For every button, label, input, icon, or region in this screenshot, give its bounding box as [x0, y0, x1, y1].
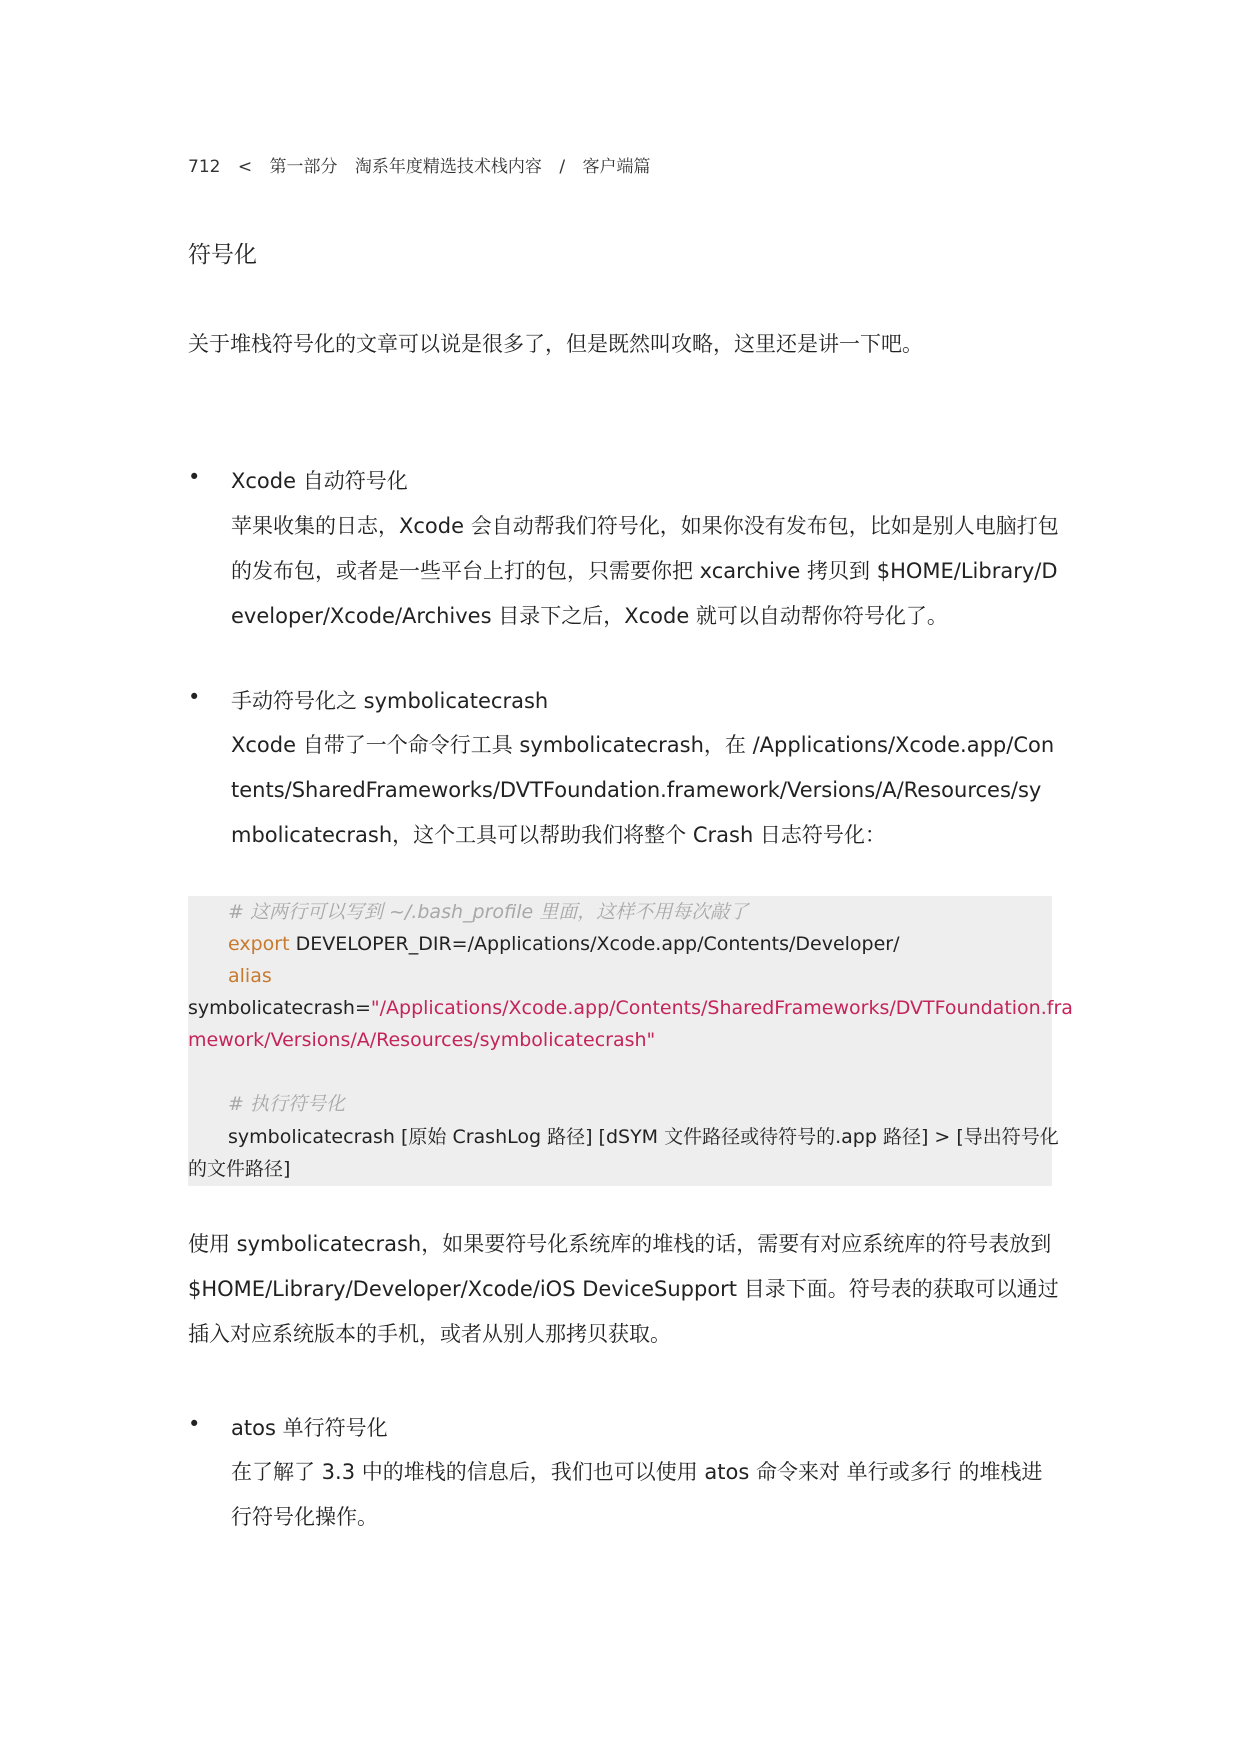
- bullet-title: Xcode 自动符号化: [231, 469, 408, 493]
- code-keyword: export: [228, 933, 290, 955]
- header-separator: <: [237, 157, 253, 177]
- intro-paragraph: 关于堆栈符号化的文章可以说是很多了，但是既然叫攻略，这里还是讲一下吧。: [188, 332, 923, 356]
- bullet-dot: •: [188, 685, 201, 709]
- bullet-title: 手动符号化之 symbolicatecrash: [231, 689, 549, 713]
- code-comment: # 执行符号化: [228, 1093, 345, 1115]
- code-keyword: alias: [228, 965, 272, 987]
- code-string: mework/Versions/A/Resources/symbolicatecrash": [188, 1029, 656, 1051]
- bullet-dot: •: [188, 1412, 201, 1436]
- header-slash: /: [559, 157, 566, 177]
- code-text: DEVELOPER_DIR=/Applications/Xcode.app/Contents/Developer/: [289, 933, 900, 955]
- chapter-label: 客户端篇: [582, 157, 651, 177]
- bullet-title: atos 单行符号化: [231, 1416, 388, 1440]
- code-text: symbolicatecrash [原始 CrashLog 路径] [dSYM 文件路径或待符号的.app 路径] > [导出符号化: [228, 1126, 1059, 1148]
- code-text: 的文件路径]: [188, 1158, 291, 1180]
- page-number: 712: [188, 157, 221, 177]
- after-code-paragraph: 使用 symbolicatecrash，如果要符号化系统库的堆栈的话，需要有对应系统库的符号表放到 $HOME/Library/Developer/Xcode/iOS DeviceSupport 目录下面。符号表的获取可以通过插入对应系统版本的手机，或者从别人那拷贝获取。: [188, 1232, 1059, 1346]
- code-line-alias: [188, 992, 1073, 1024]
- code-line-export: [228, 928, 900, 960]
- bullet-body: 在了解了 3.3 中的堆栈的信息后，我们也可以使用 atos 命令来对 单行或多行 的堆栈进行符号化操作。: [231, 1460, 1043, 1529]
- code-string: "/Applications/Xcode.app/Contents/SharedFrameworks/DVTFoundation.fra: [370, 997, 1073, 1019]
- bullet-body: 苹果收集的日志，Xcode 会自动帮我们符号化，如果你没有发布包，比如是别人电脑打包的发布包，或者是一些平台上打的包，只需要你把 xcarchive 拷贝到 $HOME/Library/Developer/Xcode/Archives 目录下之后，Xcode 就可以自动帮你符号化了。: [231, 514, 1059, 628]
- bullet-body: Xcode 自带了一个命令行工具 symbolicatecrash，在 /Applications/Xcode.app/Contents/SharedFrameworks/DVTFoundation.framework/Versions/A/Resources/symbolicatecrash，这个工具可以帮助我们将整个 Crash 日志符号化：: [231, 733, 1055, 847]
- section-title: 符号化: [188, 242, 257, 268]
- bullet-dot: •: [188, 465, 201, 489]
- running-header: [188, 152, 662, 177]
- part-label: 第一部分: [269, 157, 338, 177]
- code-comment: # 这两行可以写到 ~/.bash_profile 里面，这样不用每次敲了: [228, 901, 749, 923]
- code-block: [188, 896, 1073, 1186]
- code-text: symbolicatecrash=: [188, 997, 371, 1019]
- book-title: 淘系年度精选技术栈内容: [354, 157, 542, 177]
